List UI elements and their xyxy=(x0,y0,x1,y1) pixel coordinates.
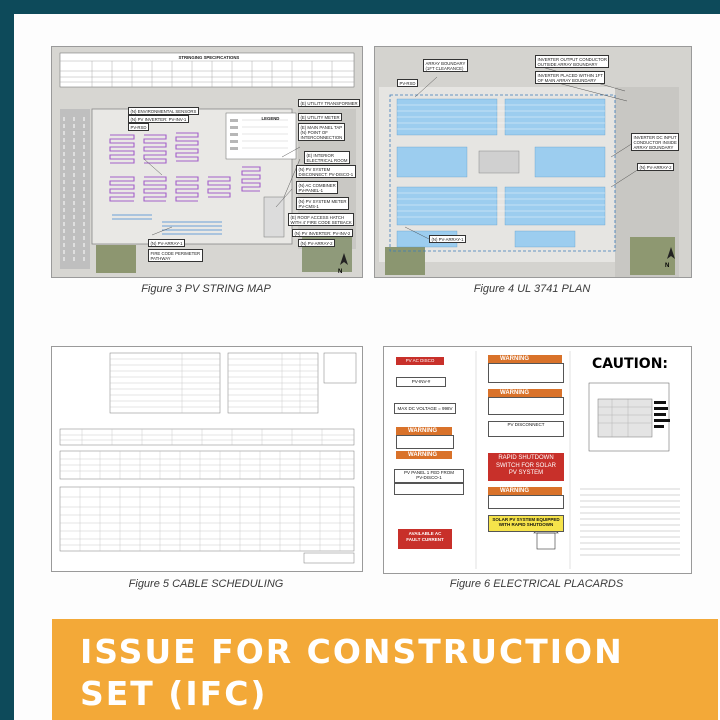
placard-warning-2: WARNING xyxy=(396,451,452,459)
ifc-banner xyxy=(52,619,718,720)
label-roof-access: (E) ROOF ACCESS HATCH WITH 4' FIRE CODE SETBACK xyxy=(288,213,354,226)
placard-pv-disconnect: PV DISCONNECT xyxy=(488,421,564,437)
placard-panel-body xyxy=(394,483,464,495)
placard-rapid-shutdown: RAPID SHUTDOWN SWITCH FOR SOLAR PV SYSTEM xyxy=(488,453,564,481)
label-inverter-inv1: (N) PV INVERTER: PV-INV-1 xyxy=(128,115,189,123)
placard-warning-5: WARNING xyxy=(488,487,562,495)
placard-warning-1-body xyxy=(396,435,454,449)
label-utility-transformer: (E) UTILITY TRANSFORMER xyxy=(298,99,360,107)
placard-available-ac: AVAILABLE AC FAULT CURRENT xyxy=(398,529,452,549)
figure-6-electrical-placards xyxy=(383,346,692,574)
placard-warning-4: WARNING xyxy=(488,389,562,397)
label-array2: (N) PV-ARRAY-2 xyxy=(298,239,335,247)
label-main-panel: (E) MAIN PANEL TAP (N) POINT OF INTERCONNECTION xyxy=(298,123,345,141)
label-array2: (N) PV-ARRAY-2 xyxy=(637,163,674,171)
svg-text:N: N xyxy=(338,269,343,275)
label-inverter-placed: INVERTER PLACED WITHIN 1FT OF MAIN ARRAY BOUNDARY xyxy=(535,71,605,84)
placard-solar-rsd: SOLAR PV SYSTEM EQUIPPED WITH RAPID SHUTDOWN xyxy=(488,515,564,532)
figure-4-ul3741-plan xyxy=(374,46,692,278)
placard-max-dc: MAX DC VOLTAGE = 998V xyxy=(394,403,456,414)
figure-6-caption: Figure 6 ELECTRICAL PLACARDS xyxy=(449,578,624,590)
label-env-sensors: (N) ENVIRONMENTAL SENSORS xyxy=(128,107,199,115)
figure-5-caption: Figure 5 CABLE SCHEDULING xyxy=(128,578,284,590)
label-pv-rsd: PV-RSD xyxy=(397,79,418,87)
label-inverter-output: INVERTER OUTPUT CONDUCTOR OUTSIDE ARRAY BOUNDARY xyxy=(535,55,609,68)
label-utility-meter: (E) UTILITY METER xyxy=(298,113,342,121)
label-interior-room: (E) INTERIOR ELECTRICAL ROOM xyxy=(304,151,350,164)
placard-panel-fed: PV PANEL 1 FED FROM PV-DISCO-1 xyxy=(394,469,464,483)
placard-caution: CAUTION: xyxy=(591,357,669,372)
figure-3-pv-string-map xyxy=(51,46,363,278)
label-inverter-dc: INVERTER DC INPUT CONDUCTOR INSIDE ARRAY BOUNDARY xyxy=(631,133,679,151)
banner-title: ISSUE FOR CONSTRUCTION SET (IFC) xyxy=(80,632,624,713)
label-combiner: (N) AC COMBINER PV-PANEL-1 xyxy=(296,181,338,194)
placard-pv-ac-disco: PV AC DISCO xyxy=(396,357,444,365)
label-inverter-inv2: (N) PV INVERTER: PV-INV-2 xyxy=(292,229,353,237)
ul3741-plan-drawing xyxy=(375,47,691,277)
label-disconnect: (N) PV SYSTEM DISCONNECT: PV-DISCO-1 xyxy=(296,165,356,178)
label-array1: (N) PV-ARRAY-1 xyxy=(429,235,466,243)
placard-pv-inv: PV-INV-# xyxy=(396,377,446,387)
placard-warning-1: WARNING xyxy=(396,427,452,435)
label-pv-rsd: PV-RSD xyxy=(128,123,149,131)
stringing-table-title: STRINGING SPECIFICATIONS xyxy=(178,54,240,60)
figure-4-caption: Figure 4 UL 3741 PLAN xyxy=(473,283,591,295)
figure-5-cable-scheduling xyxy=(51,346,363,572)
placard-warning-5-body xyxy=(488,495,564,509)
label-system-meter: (N) PV SYSTEM METER PV-CMS-1 xyxy=(296,197,349,210)
placard-warning-3: WARNING xyxy=(488,355,562,363)
svg-text:N: N xyxy=(665,263,670,269)
placard-warning-3-body xyxy=(488,363,564,383)
placard-warning-4-body xyxy=(488,397,564,415)
figure-3-caption: Figure 3 PV STRING MAP xyxy=(141,283,271,295)
label-fire-code: FIRE CODE PERIMETER PATHWAY xyxy=(148,249,203,262)
legend-title: LEGEND xyxy=(261,115,280,121)
label-array-boundary: ARRAY BOUNDARY (1FT CLEARANCE) xyxy=(423,59,468,72)
cable-schedule-tables xyxy=(52,347,362,571)
label-array1: (N) PV-ARRAY-1 xyxy=(148,239,185,247)
